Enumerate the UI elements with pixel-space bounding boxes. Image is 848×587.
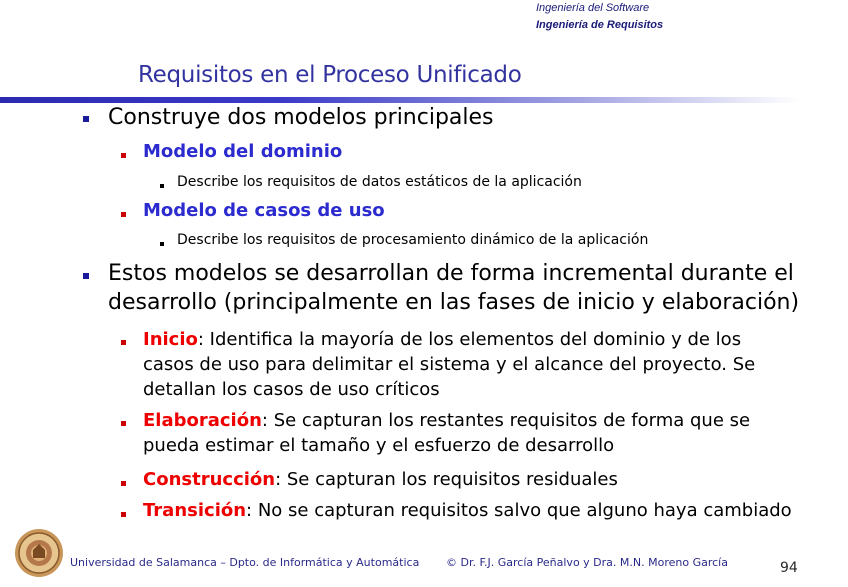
page-number: 94: [780, 560, 798, 576]
detail-use-case-model: Describe los requisitos de procesamiento dinámico de la aplicación: [177, 232, 649, 248]
phase-transicion-line1: [143, 498, 792, 523]
footer-university: Universidad de Salamanca – Dpto. de Informática y Automática: [70, 556, 420, 569]
course-name: Ingeniería del Software: [536, 2, 650, 14]
phase-name: Transición: [143, 500, 247, 521]
phase-inicio-line2: casos de uso para delimitar el sistema y el alcance del proyecto. Se: [143, 354, 756, 375]
phase-elaboracion-line2: pueda estimar el tamaño y el esfuerzo de desarrollo: [143, 435, 615, 456]
university-seal-logo: [14, 528, 64, 578]
square-bullet-icon: [121, 481, 126, 486]
sub-bullet-domain-model: Modelo del dominio: [143, 141, 343, 162]
square-bullet-icon: [121, 340, 126, 345]
phase-name: Inicio: [143, 329, 198, 350]
square-bullet-icon: [121, 421, 126, 426]
square-bullet-icon: [160, 184, 164, 188]
square-bullet-icon: [121, 153, 126, 158]
footer-authors: © Dr. F.J. García Peñalvo y Dra. M.N. Moreno García: [446, 556, 728, 569]
phase-name: Elaboración: [143, 410, 262, 431]
square-bullet-icon: [160, 242, 164, 246]
phase-elaboracion-line1: [143, 408, 750, 433]
bullet-main-2-line2: desarrollo (principalmente en las fases de inicio y elaboración): [108, 290, 800, 315]
phase-desc: : Se capturan los requisitos residuales: [275, 469, 618, 490]
bullet-main-2-line1: Estos modelos se desarrollan de forma incremental durante el: [108, 261, 794, 286]
detail-domain-model: Describe los requisitos de datos estáticos de la aplicación: [177, 174, 582, 190]
square-bullet-icon: [83, 273, 89, 279]
phase-inicio-line3: detallan los casos de uso críticos: [143, 379, 440, 400]
phase-desc: : Identifica la mayoría de los elementos del dominio y de los: [197, 329, 742, 350]
phase-construccion-line1: [143, 467, 618, 492]
bullet-main-1: Construye dos modelos principales: [108, 105, 494, 130]
square-bullet-icon: [83, 116, 89, 122]
subject-name: Ingeniería de Requisitos: [536, 19, 664, 31]
sub-bullet-use-case-model: Modelo de casos de uso: [143, 200, 385, 221]
phase-inicio-line1: [143, 327, 741, 352]
slide-title: Requisitos en el Proceso Unificado: [138, 62, 522, 88]
square-bullet-icon: [121, 212, 126, 217]
square-bullet-icon: [121, 512, 126, 517]
phase-desc: : Se capturan los restantes requisitos de forma que se: [261, 410, 751, 431]
phase-desc: : No se capturan requisitos salvo que alguno haya cambiado: [246, 500, 792, 521]
phase-name: Construcción: [143, 469, 276, 490]
